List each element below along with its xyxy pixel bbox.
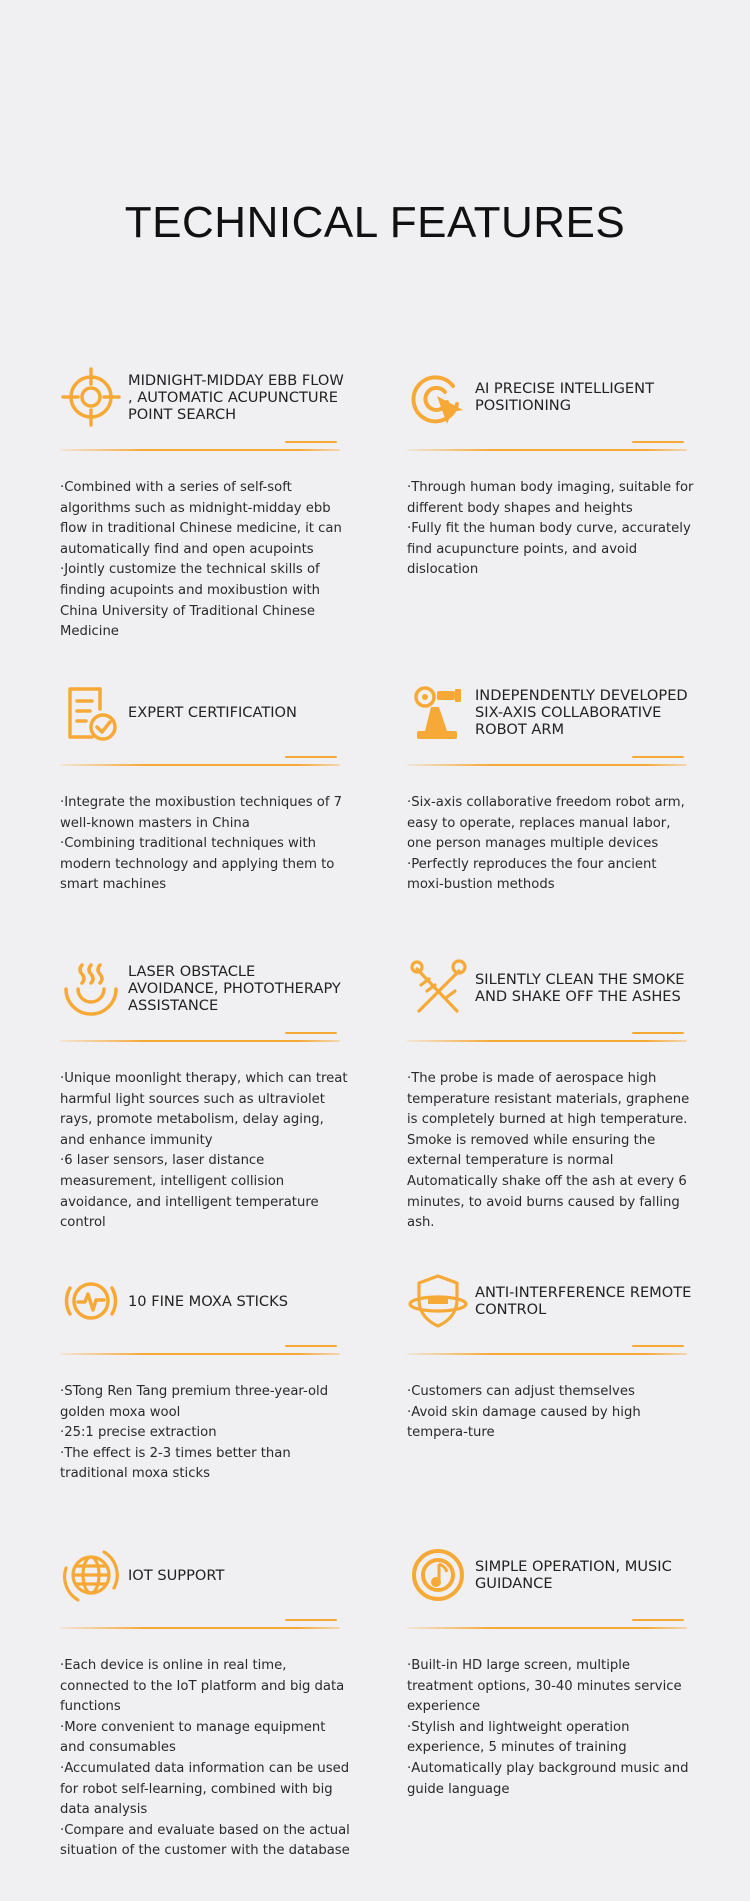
feature-title: MIDNIGHT-MIDDAY EBB FLOW , AUTOMATIC ACUPUNCTURE POINT SEARCH	[128, 371, 344, 423]
feature-description: ·The probe is made of aerospace high temperature resistant materials, graphene is completely burned at high temperature. Smoke is removed while ensuring the external temperature is normal Automatically shake off the ash at every 6 minutes, to avoid burns caused by falling ash.	[407, 1071, 690, 1231]
feature-description: ·STong Ren Tang premium three-year-old golden moxa wool ·25:1 precise extraction ·The effect is 2-3 times better than traditional moxa sticks	[60, 1384, 329, 1482]
feature-title: IOT SUPPORT	[128, 1566, 225, 1584]
feature-acupoint-search	[60, 362, 350, 643]
steam-bowl-icon	[60, 957, 122, 1019]
feature-remote-control	[407, 1266, 697, 1444]
feature-description: ·Built-in HD large screen, multiple treatment options, 30-40 minutes service experience ·Stylish and lightweight operation experience, 5 minutes of training ·Automatically play background music and guide language	[407, 1658, 689, 1797]
feature-ai-positioning	[407, 362, 697, 581]
crosshair-icon	[60, 366, 122, 428]
feature-description: ·Through human body imaging, suitable for different body shapes and heights ·Fully fit the human body curve, accurately find acupuncture points, and avoid dislocation	[407, 480, 694, 578]
feature-music-guidance	[407, 1540, 697, 1800]
feature-title: SILENTLY CLEAN THE SMOKE AND SHAKE OFF THE ASHES	[475, 971, 685, 1005]
divider	[407, 1342, 697, 1360]
divider	[407, 753, 697, 771]
feature-laser-obstacle	[60, 953, 350, 1234]
feature-title: EXPERT CERTIFICATION	[128, 703, 297, 721]
feature-description: ·Six-axis collaborative freedom robot arm, easy to operate, replaces manual labor, one person manages multiple devices ·Perfectly reproduces the four ancient moxi-bustion methods	[407, 795, 685, 893]
feature-moxa-sticks	[60, 1266, 350, 1485]
divider	[407, 1029, 697, 1047]
globe-icon	[60, 1544, 122, 1606]
feature-iot-support	[60, 1540, 350, 1862]
music-note-icon	[407, 1544, 469, 1606]
divider	[407, 1616, 697, 1634]
feature-description: ·Unique moonlight therapy, which can treat harmful light sources such as ultraviolet rays, promote metabolism, delay aging, and enhance immunity ·6 laser sensors, laser distance measurement, intelligent collision avoidance, and intelligent temperature control	[60, 1071, 348, 1231]
feature-description: ·Customers can adjust themselves ·Avoid skin damage caused by high tempera-ture	[407, 1384, 641, 1441]
feature-title: AI PRECISE INTELLIGENT POSITIONING	[475, 380, 654, 414]
page-title: TECHNICAL FEATURES	[124, 198, 626, 247]
divider	[60, 1029, 350, 1047]
divider	[60, 1342, 350, 1360]
feature-clean-smoke	[407, 953, 697, 1234]
pulse-circle-icon	[60, 1270, 122, 1332]
feature-robot-arm	[407, 677, 697, 896]
divider	[60, 753, 350, 771]
divider	[407, 438, 697, 456]
divider	[60, 438, 350, 456]
crossed-tools-icon	[407, 957, 469, 1019]
robot-arm-icon	[407, 681, 469, 743]
divider	[60, 1616, 350, 1634]
certificate-icon	[60, 681, 122, 743]
feature-title: ANTI-INTERFERENCE REMOTE CONTROL	[475, 1284, 692, 1318]
feature-description: ·Combined with a series of self-soft algorithms such as midnight-midday ebb flow in traditional Chinese medicine, it can automatically find and open acupoints ·Jointly customize the technical skills of finding acupoints and moxibustion with China University of Traditional Chinese Medicine	[60, 480, 342, 640]
feature-title: 10 FINE MOXA STICKS	[128, 1292, 288, 1310]
feature-description: ·Each device is online in real time, connected to the IoT platform and big data functions ·More convenient to manage equipment and consumables ·Accumulated data information can be used for robot self-learning, combined with big data analysis ·Compare and evaluate based on the actual situation of the customer with the database	[60, 1658, 350, 1859]
feature-title: LASER OBSTACLE AVOIDANCE, PHOTOTHERAPY ASSISTANCE	[128, 962, 341, 1014]
feature-expert-certification	[60, 677, 350, 896]
target-cursor-icon	[407, 366, 469, 428]
feature-title: INDEPENDENTLY DEVELOPED SIX-AXIS COLLABORATIVE ROBOT ARM	[475, 686, 688, 738]
shield-icon	[407, 1270, 469, 1332]
feature-title: SIMPLE OPERATION, MUSIC GUIDANCE	[475, 1558, 672, 1592]
feature-description: ·Integrate the moxibustion techniques of 7 well-known masters in China ·Combining traditional techniques with modern technology and applying them to smart machines	[60, 795, 343, 893]
